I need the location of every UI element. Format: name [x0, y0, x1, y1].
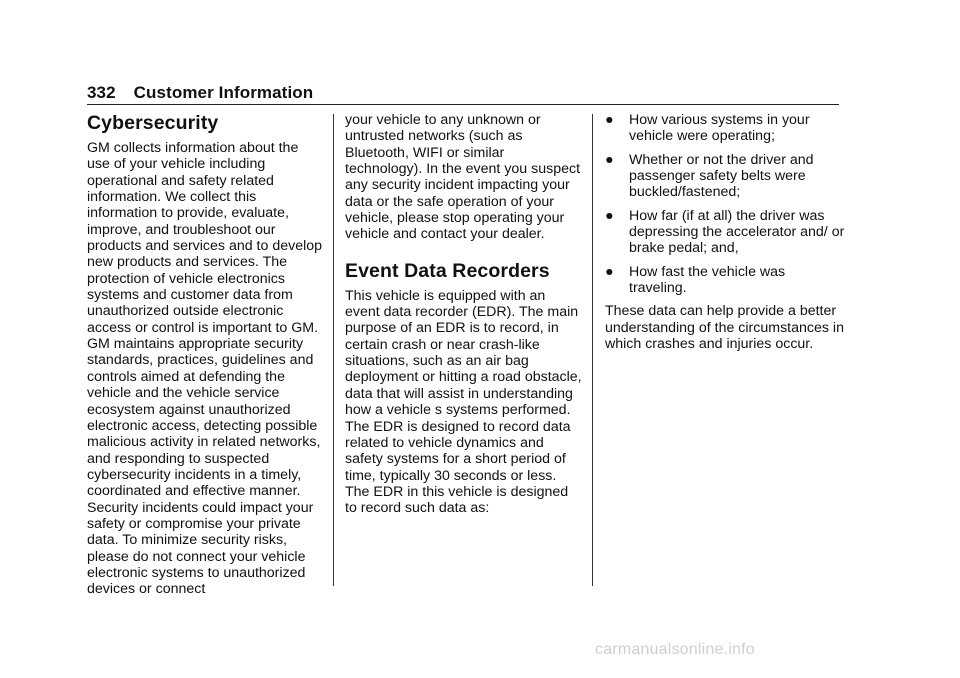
header-divider	[87, 104, 839, 105]
column-divider	[333, 114, 334, 586]
list-item: ● Whether or not the driver and passenger safety belts were buckled/fastened;	[605, 151, 814, 201]
list-item: ● How fast the vehicle was traveling.	[605, 263, 786, 297]
column-left	[87, 112, 325, 598]
bullet-icon: ●	[605, 263, 614, 280]
column-middle	[345, 112, 583, 517]
column-divider	[592, 114, 593, 586]
column-right	[605, 112, 845, 352]
bullet-icon: ●	[605, 207, 614, 224]
section-title: Customer Information	[133, 83, 314, 102]
page-header	[87, 83, 313, 103]
edr-paragraph: This vehicle is equipped with an event data recorder (EDR). The main purpose of an EDR is to record, in certain crash or near crash-like situations, such as an air bag deployment or hitting a road obstacle, data that will assist in understanding how a vehicle s systems performed. The EDR is designed to record data related to vehicle dynamics and safety systems for a short period of time, typically 30 seconds or less. The EDR in this vehicle is designed to record such data as:	[345, 287, 582, 517]
cybersecurity-heading: Cybersecurity	[87, 112, 219, 134]
bullet-icon: ●	[605, 112, 614, 128]
list-item: ● How far (if at all) the driver was depressing the accelerator and/ or brake pedal; and,	[605, 207, 845, 257]
cybersecurity-paragraph-part-2: your vehicle to any unknown or untrusted networks (such as Bluetooth, WIFI or similar technology). In the event you suspect any security incident impacting your data or the safe operation of your vehicle, please stop operating your vehicle and contact your dealer.	[345, 112, 581, 243]
bullet-icon: ●	[605, 151, 614, 168]
list-item: ● How various systems in your vehicle were operating;	[605, 112, 810, 145]
edr-closing: These data can help provide a better understanding of the circumstances in which crashes and injuries occur.	[605, 303, 844, 353]
edr-bullet-list	[605, 112, 845, 296]
page-number: 332	[87, 83, 116, 102]
edr-heading: Event Data Recorders	[345, 259, 550, 282]
watermark: carmanualsonline.info	[595, 641, 755, 658]
cybersecurity-paragraph-part-1: GM collects information about the use of your vehicle including operational and safety related information. We collect this information to provide, evaluate, improve, and troubleshoot our products and services and to develop new products and services. The protection of vehicle electronics systems and customer data from unauthorized outside electronic access or control is important to GM. GM maintains appropriate security standards, practices, guidelines and controls aimed at defending the vehicle and the vehicle service ecosystem against unauthorized electronic access, detecting possible malicious activity in related networks, and responding to suspected cybersecurity incidents in a timely, coordinated and effective manner. Security incidents could impact your safety or compromise your private data. To minimize security risks, please do not connect your vehicle electronic systems to unauthorized devices or connect	[87, 140, 323, 598]
